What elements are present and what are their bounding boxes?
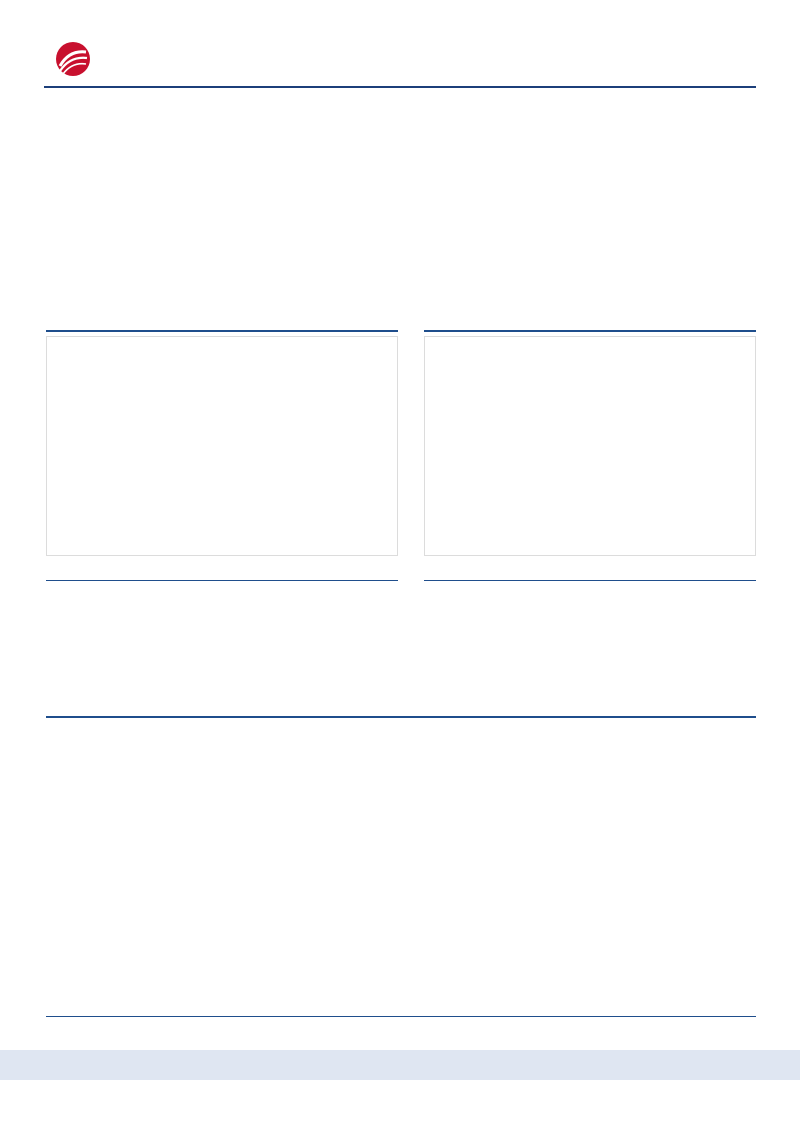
figure-3-rule <box>46 716 756 718</box>
figure-3-source-rule <box>46 1016 756 1017</box>
figure-2-chart <box>425 337 755 555</box>
figure-2-rule <box>424 330 756 332</box>
figure-3-chart <box>46 722 756 994</box>
figure-1-rule <box>46 330 398 332</box>
figure-2-frame <box>424 336 756 556</box>
header-divider <box>44 86 756 88</box>
figure-2-source-rule <box>424 580 756 581</box>
page-header <box>0 0 800 92</box>
figure-1-source-rule <box>46 580 398 581</box>
figure-1-chart <box>47 337 397 555</box>
minsheng-logo-icon <box>55 40 91 78</box>
figure-1-frame <box>46 336 398 556</box>
page-footer <box>0 1050 800 1080</box>
